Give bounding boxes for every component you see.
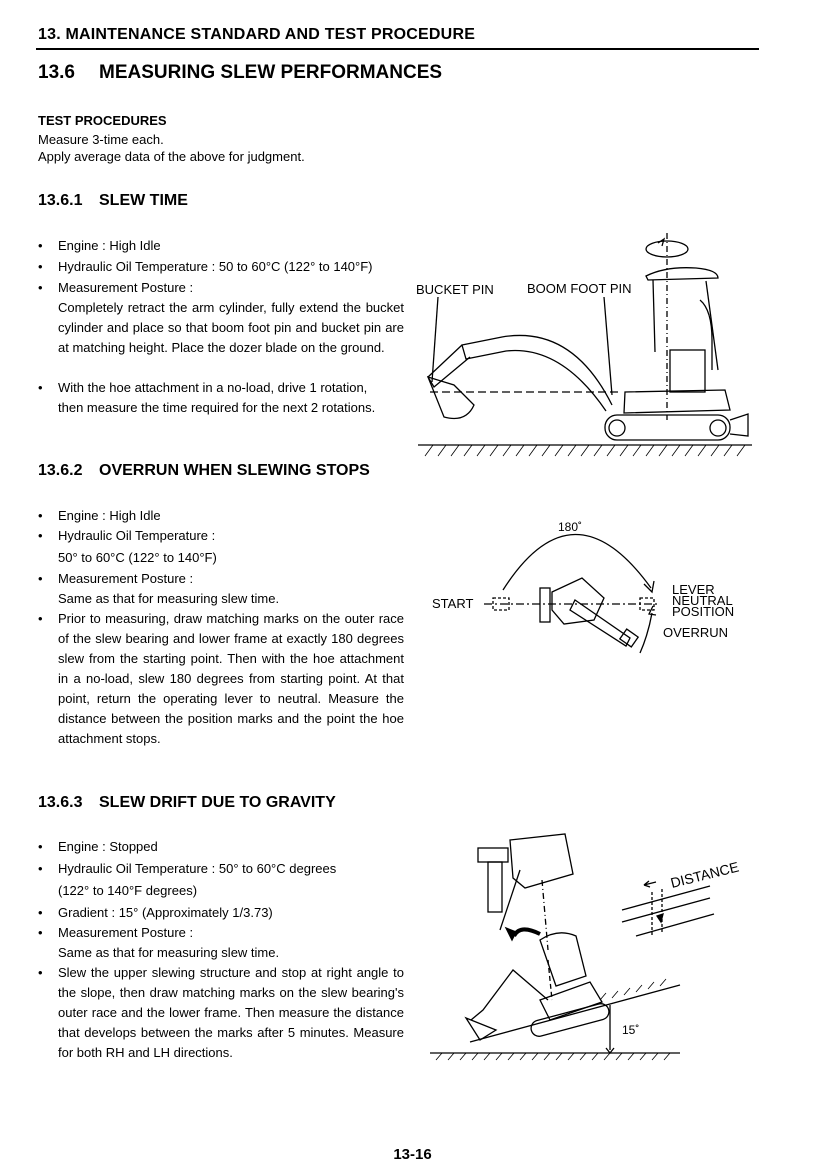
item-text: then measure the time required for the next 2 rotations. <box>58 400 376 415</box>
item-text: Measurement Posture : <box>58 925 194 940</box>
subsection-number: 13.6.3 <box>38 794 83 811</box>
bullet: • <box>38 280 43 295</box>
bullet: • <box>38 259 43 274</box>
start-label: START <box>432 596 474 611</box>
top-blade <box>488 862 502 912</box>
bullet: • <box>38 508 43 523</box>
overrun-procedure: Prior to measuring, draw matching marks on the outer race of the slew bearing and lower frame at exactly 180 degrees slew from the starting point. Then with the hoe attachment in a no-load, slew 180 degrees from starting point. At that point, return the operating lever to neutral. Measure the distance between the position marks and the point the hoe attachment stops. <box>58 611 404 746</box>
item-text: Same as that for measuring slew time. <box>58 591 280 606</box>
bullet: • <box>38 839 43 854</box>
bullet: • <box>38 380 43 395</box>
bullet: • <box>38 571 43 586</box>
bullet: • <box>38 965 43 980</box>
slope-line <box>470 985 680 1042</box>
ground-hatching <box>436 1053 670 1060</box>
bullet: • <box>38 611 43 626</box>
drift-procedure: Slew the upper slewing structure and stop at right angle to the slope, then draw matching marks on the slew bearing's outer race and the lower frame. Then measure the distance that develops between the marks after 5 minutes. Measure for both RH and LH directions. <box>58 965 404 1060</box>
item-text: Hydraulic Oil Temperature : <box>58 528 216 543</box>
item-text: With the hoe attachment in a no-load, drive 1 rotation, <box>58 380 368 395</box>
section-number: 13.6 <box>38 62 75 83</box>
bullet: • <box>38 925 43 940</box>
item-text: Same as that for measuring slew time. <box>58 945 280 960</box>
bullet: • <box>38 238 43 253</box>
test-procedures-line: Apply average data of the above for judgment. <box>38 149 305 164</box>
item-text: Measurement Posture : <box>58 280 194 295</box>
test-procedures-line: Measure 3-time each. <box>38 132 164 147</box>
bullet: • <box>38 861 43 876</box>
top-upper-structure <box>510 834 573 888</box>
item-text: Engine : High Idle <box>58 238 161 253</box>
top-arm <box>500 870 520 930</box>
neutral-label: NEUTRAL <box>672 593 733 608</box>
center-axis <box>542 880 548 950</box>
bearing-race-lines <box>622 886 714 936</box>
test-procedures-heading: TEST PROCEDURES <box>38 113 167 128</box>
item-text: 50° to 60°C (122° to 140°F) <box>58 550 217 565</box>
bullet: • <box>38 528 43 543</box>
distance-arrow-icon <box>644 881 656 887</box>
top-dozer <box>478 848 508 862</box>
drift-arrow-head-icon <box>506 928 516 940</box>
bullet: • <box>38 905 43 920</box>
item-text: Gradient : 15° (Approximately 1/3.73) <box>58 905 273 920</box>
subsection-title: SLEW TIME <box>99 192 188 209</box>
subsection-title: OVERRUN WHEN SLEWING STOPS <box>99 462 370 479</box>
bucket-pin-label: BUCKET PIN <box>416 282 494 297</box>
angle-label: 180˚ <box>558 520 583 534</box>
overrun-label: OVERRUN <box>663 625 729 640</box>
lever-label: LEVER <box>672 582 715 597</box>
item-text: Hydraulic Oil Temperature : 50 to 60°C (122° to 140°F) <box>58 259 373 274</box>
page-number: 13-16 <box>393 1146 432 1163</box>
item-text: Hydraulic Oil Temperature : 50° to 60°C degrees <box>58 861 337 876</box>
slope-hatching <box>600 979 666 1000</box>
drift-arrow-icon <box>514 929 540 936</box>
item-text: Engine : High Idle <box>58 508 161 523</box>
canopy <box>540 933 586 986</box>
subsection-number: 13.6.1 <box>38 192 83 209</box>
position-label: POSITION <box>672 604 735 619</box>
slope-angle-label: 15˚ <box>622 1023 640 1037</box>
subsection-number: 13.6.2 <box>38 462 83 479</box>
section-title-text: MEASURING SLEW PERFORMANCES <box>99 62 443 83</box>
item-text: (122° to 140°F degrees) <box>58 883 198 898</box>
item-text: Engine : Stopped <box>58 839 158 854</box>
boom-arm <box>471 970 548 1020</box>
subsection-title: SLEW DRIFT DUE TO GRAVITY <box>99 794 336 811</box>
posture-description: Completely retract the arm cylinder, fully extend the bucket cylinder and place so that boom foot pin and bucket pin are at matching height. Place the dozer blade on the ground. <box>58 300 404 355</box>
boom-foot-pin-label: BOOM FOOT PIN <box>527 281 632 296</box>
chapter-header: 13. MAINTENANCE STANDARD AND TEST PROCEDURE <box>38 26 476 43</box>
distance-label: DISTANCE <box>668 858 741 891</box>
item-text: Measurement Posture : <box>58 571 194 586</box>
